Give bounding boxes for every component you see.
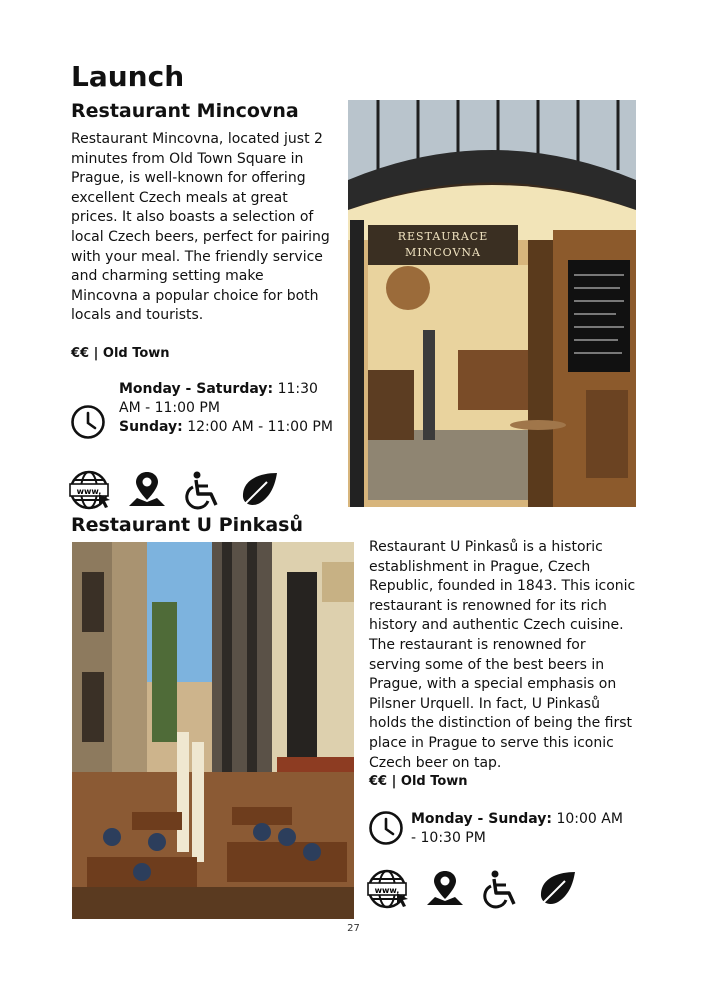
wheelchair-accessible-icon (479, 869, 523, 909)
website-icon[interactable] (69, 470, 113, 510)
page-number: 27 (347, 923, 360, 934)
wheelchair-accessible-icon (181, 470, 225, 510)
svg-text:www.: www. (76, 487, 102, 496)
clock-icon (368, 810, 404, 846)
restaurant-photo (72, 542, 354, 919)
leaf-icon (237, 470, 281, 510)
amenity-icons (367, 869, 579, 909)
svg-text:RESTAURACE: RESTAURACE (397, 230, 489, 243)
opening-hours (411, 810, 631, 848)
section-title: Launch (71, 60, 185, 93)
restaurant-photo (348, 100, 636, 507)
leaf-icon (535, 869, 579, 909)
restaurant-description: Restaurant Mincovna, located just 2 minutes from Old Town Square in Prague, is well-known for offering excellent Czech meals at great prices. It also boasts a selection of local Czech beers, perfect for pairing with your meal. The friendly service and charming setting make Mincovna a popular choice for both locals and tourists. (71, 131, 330, 324)
map-location-icon[interactable] (423, 869, 467, 909)
svg-text:MINCOVNA: MINCOVNA (405, 246, 481, 259)
price-area: €€ | Old Town (369, 774, 468, 789)
clock-icon (70, 404, 106, 440)
map-location-icon[interactable] (125, 470, 169, 510)
restaurant-title: Restaurant U Pinkasů (71, 514, 303, 536)
hours-row: Monday - Sunday: 10:00 AM - 10:30 PM (411, 811, 623, 846)
hours-row: Monday - Saturday: 11:30 AM - 11:00 PM (119, 381, 318, 416)
website-icon[interactable] (367, 869, 411, 909)
amenity-icons (69, 470, 281, 510)
restaurant-title: Restaurant Mincovna (71, 100, 299, 122)
opening-hours (119, 380, 339, 437)
price-area: €€ | Old Town (71, 346, 170, 361)
svg-text:www.: www. (374, 886, 400, 895)
restaurant-description: Restaurant U Pinkasů is a historic establishment in Prague, Czech Republic, founded in 1843. This iconic restaurant is renowned for its rich history and authentic Czech cuisine. The restaurant is renowned for serving some of the best beers in Prague, with a special emphasis on Pilsner Urquell. In fact, U Pinkasů holds the distinction of being the first place in Prague to serve this iconic Czech beer on tap. (369, 539, 636, 771)
hours-row: Sunday: 12:00 AM - 11:00 PM (119, 419, 333, 435)
